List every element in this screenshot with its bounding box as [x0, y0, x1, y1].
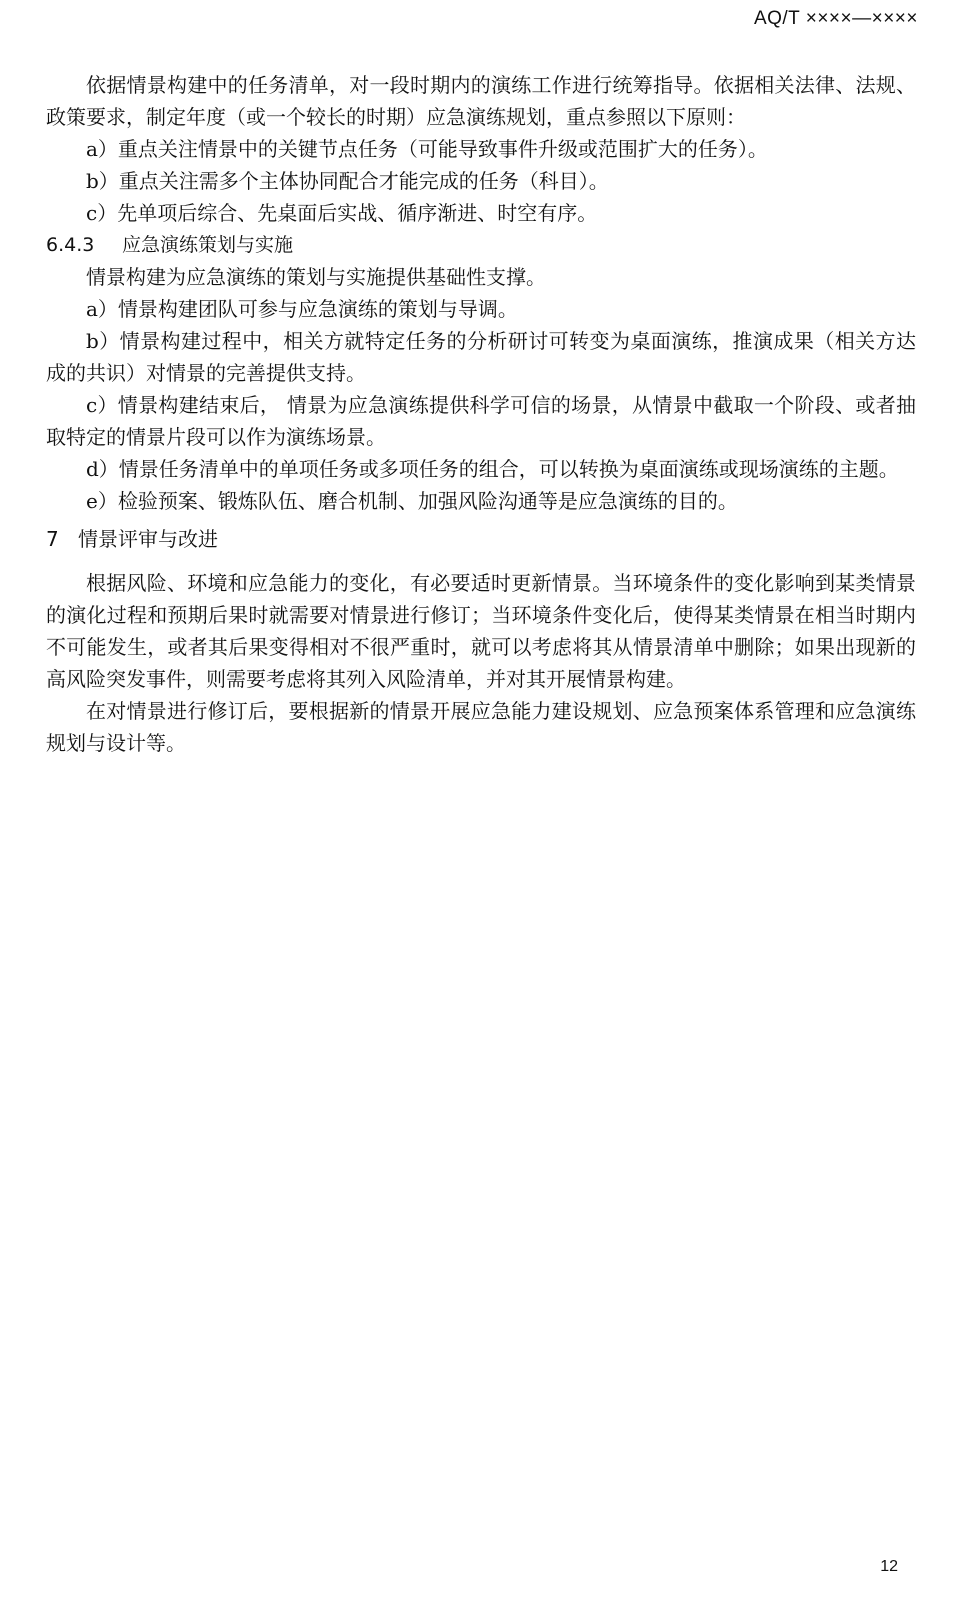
chapter-title: 情景评审与改进 — [78, 527, 218, 551]
chapter-paragraph: 在对情景进行修订后，要根据新的情景开展应急能力建设规划、应急预案体系管理和应急演练规划与设计等。 — [46, 699, 916, 755]
section-number: 6.4.3 — [46, 234, 95, 256]
list-item: a）情景构建团队可参与应急演练的策划与导调。 — [86, 297, 518, 321]
chapter-paragraph: 根据风险、环境和应急能力的变化，有必要适时更新情景。当环境条件的变化影响到某类情景的演化过程和预期后果时就需要对情景进行修订；当环境条件变化后，使得某类情景在相当时期内不可能发生，或者其后果变得相对不很严重时，就可以考虑将其从情景清单中删除；如果出现新的高风险突发事件，则需要考虑将其列入风险清单，并对其开展情景构建。 — [46, 571, 916, 691]
chapter-number: 7 — [46, 527, 59, 551]
document-code: AQ/T ××××—×××× — [753, 8, 918, 29]
list-item: c）情景构建结束后， 情景为应急演练提供科学可信的场景，从情景中截取一个阶段、或者抽取特定的情景片段可以作为演练场景。 — [46, 393, 916, 449]
list-item: a）重点关注情景中的关键节点任务（可能导致事件升级或范围扩大的任务）。 — [86, 137, 768, 161]
section-heading-6-4-3 — [46, 229, 916, 261]
list-item: e）检验预案、锻炼队伍、磨合机制、加强风险沟通等是应急演练的目的。 — [86, 489, 738, 513]
intro-paragraph: 依据情景构建中的任务清单，对一段时期内的演练工作进行统筹指导。依据相关法律、法规、政策要求，制定年度（或一个较长的时期）应急演练规划，重点参照以下原则： — [46, 73, 916, 129]
chapter-heading-7 — [46, 523, 916, 555]
section-lead-paragraph: 情景构建为应急演练的策划与实施提供基础性支撑。 — [86, 265, 546, 289]
list-item: c）先单项后综合、先桌面后实战、循序渐进、时空有序。 — [86, 201, 598, 225]
list-item: b）情景构建过程中，相关方就特定任务的分析研讨可转变为桌面演练，推演成果（相关方达成的共识）对情景的完善提供支持。 — [46, 329, 916, 385]
page-body — [46, 69, 916, 759]
page-number: 12 — [880, 1558, 898, 1575]
list-item: d）情景任务清单中的单项任务或多项任务的组合，可以转换为桌面演练或现场演练的主题。 — [86, 457, 899, 481]
list-item: b）重点关注需多个主体协同配合才能完成的任务（科目）。 — [86, 169, 609, 193]
section-title: 应急演练策划与实施 — [122, 234, 294, 256]
